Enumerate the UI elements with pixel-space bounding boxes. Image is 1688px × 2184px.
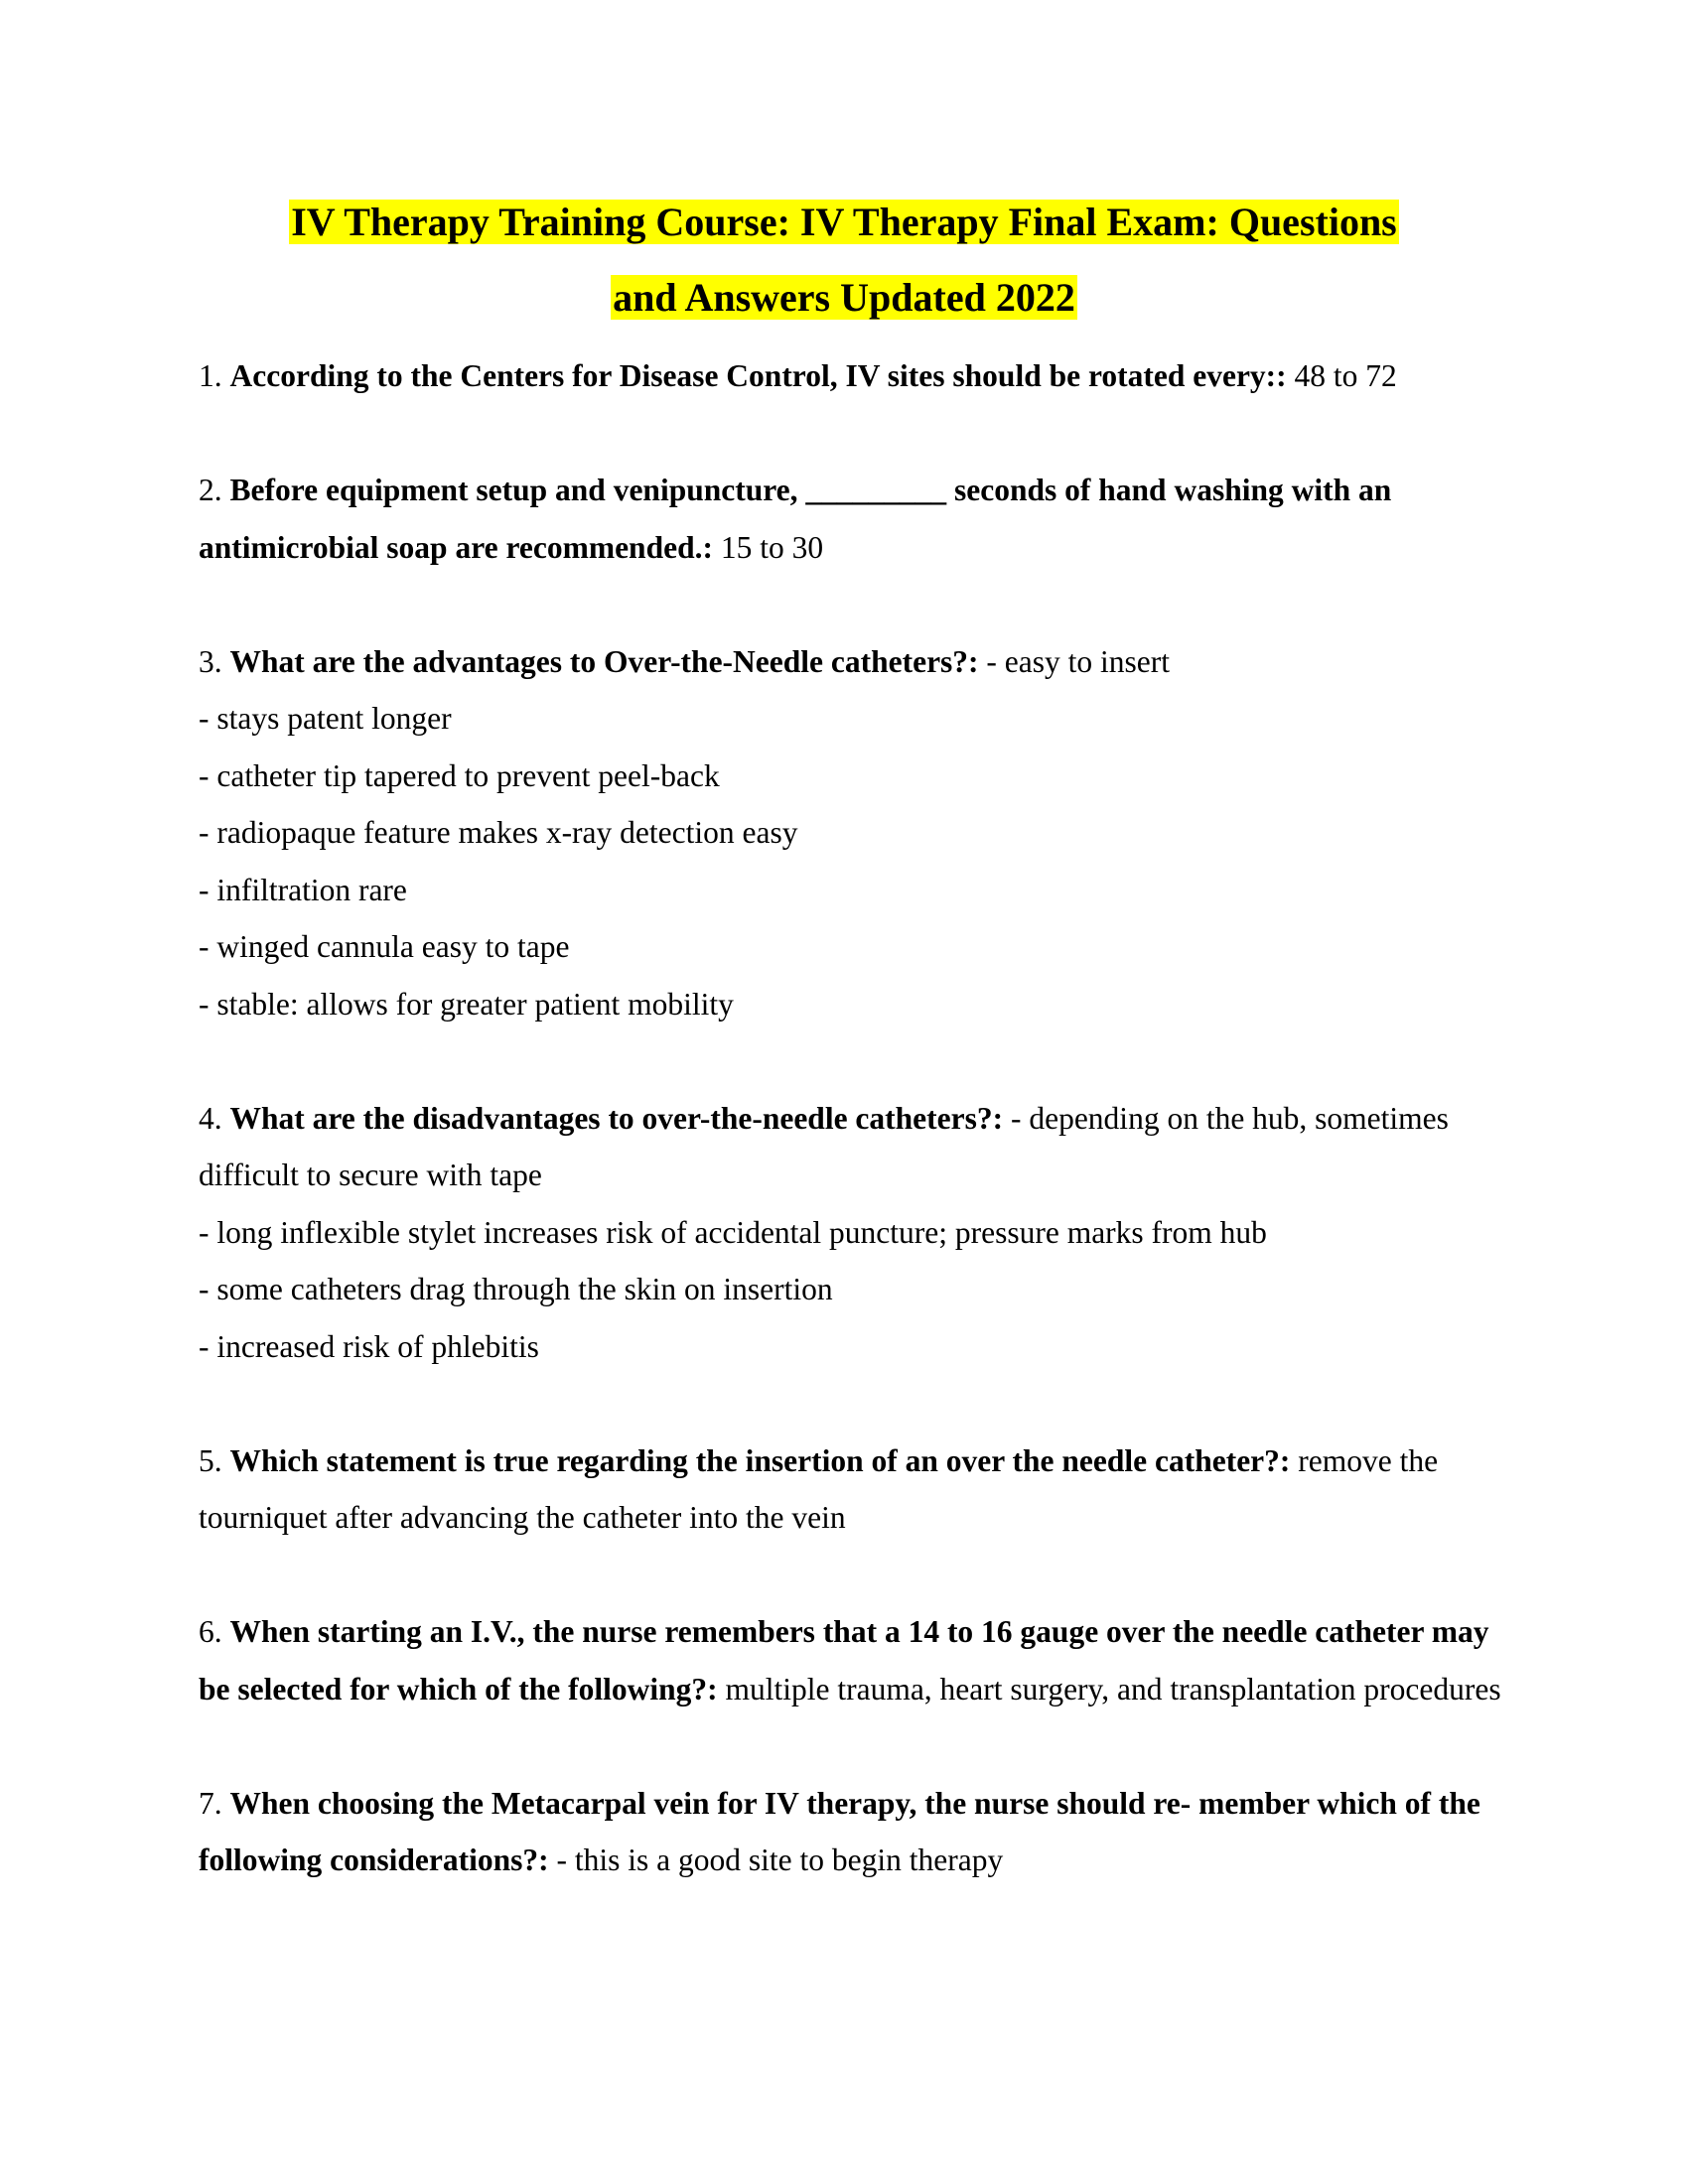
answer-line: - winged cannula easy to tape (199, 929, 570, 964)
question-text: What are the advantages to Over-the-Needle catheters?: (229, 643, 979, 679)
answer-text: 15 to 30 (720, 529, 824, 565)
item-number: 7. (199, 1785, 222, 1821)
item-number: 5. (199, 1442, 222, 1478)
qa-item-6 (199, 1603, 1519, 1717)
item-number: 1. (199, 358, 222, 393)
answer-text: - depending on the hub, sometimes difficult to secure with tape (199, 1100, 1449, 1192)
qa-item-5 (199, 1433, 1519, 1547)
item-number: 2. (199, 473, 222, 507)
answer-text: - this is a good site to begin therapy (556, 1843, 1004, 1877)
question-text: What are the disadvantages to over-the-needle catheters?: (229, 1100, 1004, 1136)
qa-item-3 (199, 633, 1519, 1033)
answer-line: - stable: allows for greater patient mobility (199, 986, 734, 1022)
document-title-line-2: and Answers Updated 2022 (613, 275, 1075, 320)
answer-line: - infiltration rare (199, 872, 407, 907)
item-number: 4. (199, 1100, 222, 1136)
document-title-line-1: IV Therapy Training Course: IV Therapy Final Exam: Questions (291, 200, 1397, 244)
answer-line: - radiopaque feature makes x-ray detection easy (199, 815, 798, 850)
qa-item-7 (199, 1775, 1519, 1889)
qa-item-2 (199, 462, 1519, 576)
answer-text: multiple trauma, heart surgery, and transplantation procedures (725, 1671, 1501, 1706)
qa-item-4 (199, 1090, 1519, 1376)
qa-item-1 (199, 347, 1519, 405)
answer-line: - increased risk of phlebitis (199, 1328, 539, 1364)
qa-list (199, 347, 1519, 1946)
item-number: 3. (199, 643, 222, 679)
question-text: Before equipment setup and venipuncture, _________ seconds of hand washing with an antimicrobial soap are recommended.: (199, 473, 1392, 565)
question-text: When choosing the Metacarpal vein for IV therapy, the nurse should re- member which of the following considerations?: (199, 1785, 1480, 1877)
answer-line: - stays patent longer (199, 701, 452, 736)
answer-text: remove the tourniquet after advancing the catheter into the vein (199, 1442, 1439, 1535)
answer-line: - long inflexible stylet increases risk of accidental puncture; pressure marks from hub (199, 1214, 1267, 1250)
answer-text: 48 to 72 (1294, 358, 1397, 393)
question-text: When starting an I.V., the nurse remembers that a 14 to 16 gauge over the needle catheter may be selected for which of the following?: (199, 1614, 1489, 1706)
question-text: Which statement is true regarding the insertion of an over the needle catheter?: (229, 1442, 1291, 1478)
answer-line: - some catheters drag through the skin on insertion (199, 1272, 833, 1306)
item-number: 6. (199, 1614, 222, 1649)
answer-line: - catheter tip tapered to prevent peel-back (199, 757, 720, 793)
question-text: According to the Centers for Disease Control, IV sites should be rotated every:: (229, 358, 1287, 393)
answer-text: - easy to insert (986, 643, 1170, 679)
